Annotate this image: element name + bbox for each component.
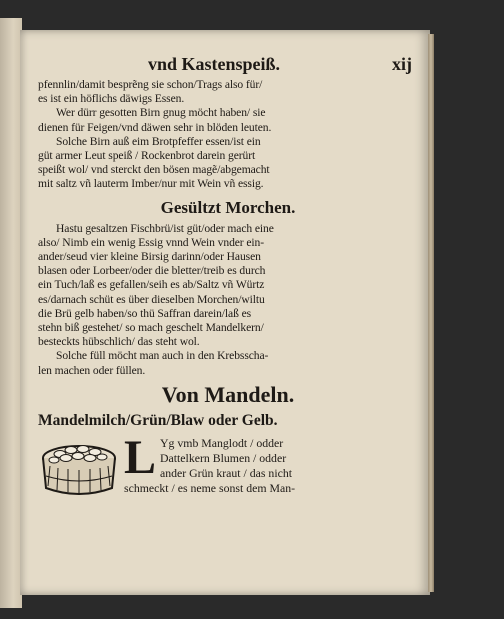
- text-line: Solche Birn auß eim Brotpfeffer essen/ist ein: [56, 134, 261, 148]
- text-line: ander/seud vier kleine Birsig darinn/oder Hausen: [38, 250, 261, 264]
- text-line: stehn biß gestehet/ so mach geschelt Mandelkern/: [38, 321, 264, 335]
- drop-initial: L: [124, 430, 157, 484]
- text-line: speißt wol/ vnd sterckt den bösen magẽ/abgemacht: [38, 163, 270, 177]
- paragraph-3: [38, 135, 418, 192]
- paragraph-2: [38, 106, 418, 134]
- paragraph-4: [38, 222, 418, 350]
- page-edge: [428, 34, 434, 592]
- page-text: [38, 54, 418, 514]
- text-line: len machen oder füllen.: [38, 363, 146, 377]
- text-line: mit saltz vñ lauterm Imber/nur mit Wein vñ essig.: [38, 177, 264, 191]
- running-title: vnd Kastenspeiß.: [148, 54, 281, 74]
- opening-lines: [124, 435, 331, 496]
- text-line: schmeckt / es neme sonst dem Man-: [124, 480, 296, 495]
- text-line: Dattelkern Blumen / odder: [160, 450, 287, 465]
- almond-bowl-woodcut: [38, 436, 120, 498]
- text-line: besteckts hübschlich/ das steht wol.: [38, 335, 200, 349]
- subsection-heading: Mandelmilch/Grün/Blaw oder Gelb.: [38, 411, 278, 429]
- text-line: pfennlin/damit besprẽng sie schon/Trags also für/: [38, 78, 263, 91]
- paragraph-5: [38, 349, 418, 377]
- text-line: die Brü gelb haben/so thü Saffran darein/laß es: [38, 306, 252, 320]
- section-heading-morchen: Gesültzt Morchen.: [160, 197, 296, 217]
- folio-number: xij: [392, 54, 412, 74]
- text-line: es/darnach schüt es über dieselben Morchen/wiltu: [38, 292, 265, 306]
- text-line: Wer dürr gesotten Birn gnug möcht haben/ sie: [56, 106, 266, 120]
- running-header: [38, 54, 418, 78]
- book-spine: [0, 18, 22, 608]
- text-line: Solche füll möcht man auch in den Krebsscha-: [56, 349, 269, 363]
- text-line: dienen für Feigen/vnd däwen sehr in blöden leuten.: [38, 120, 272, 134]
- text-line: Yg vmb Manglodt / odder: [160, 435, 284, 450]
- recipe-opening: [38, 430, 418, 514]
- text-line: ein Tuch/laß es gefallen/seih es ab/Saltz vñ Würtz: [38, 278, 265, 292]
- text-line: es ist ein höflichs däwigs Essen.: [38, 92, 185, 106]
- text-line: ander Grün kraut / das nicht: [160, 465, 293, 480]
- text-line: Hastu gesaltzen Fischbrü/ist güt/oder mach eine: [56, 221, 274, 235]
- paragraph-1: [38, 78, 418, 106]
- text-line: güt armer Leut speiß / Rockenbrot darein gerürt: [38, 149, 256, 163]
- text-line: blasen oder Lorbeer/oder die bletter/treib es durch: [38, 264, 266, 278]
- text-line: also/ Nimb ein wenig Essig vnnd Wein vnder ein-: [38, 235, 264, 249]
- section-heading-mandeln: Von Mandeln.: [161, 381, 295, 407]
